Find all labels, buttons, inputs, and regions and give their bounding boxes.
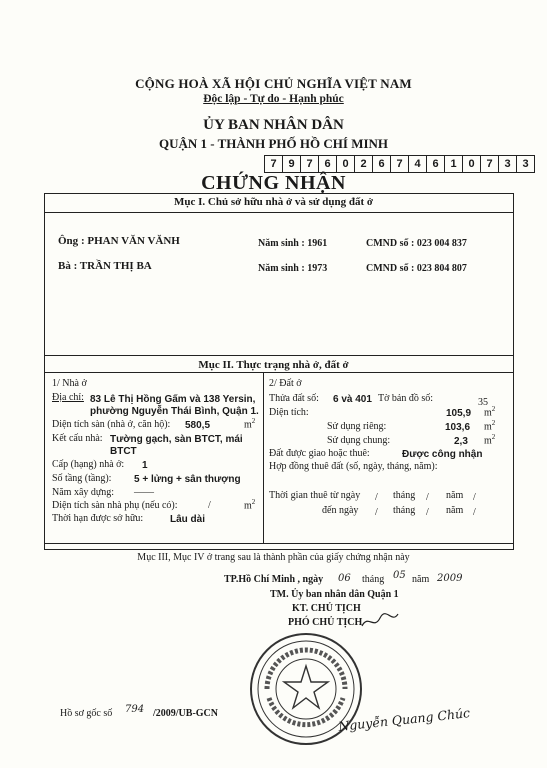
- serial-digit: 3: [499, 156, 517, 172]
- position-line: PHÓ CHỦ TỊCH: [288, 617, 363, 628]
- lease-from-year: /: [473, 492, 476, 503]
- divider: [44, 355, 514, 356]
- house-floors-value: 5 + lửng + sân thượng: [134, 474, 241, 485]
- serial-digit: 2: [355, 156, 373, 172]
- issue-place: TP.Hồ Chí Minh , ngày: [224, 574, 324, 585]
- divider: [44, 543, 514, 544]
- district: QUẬN 1 - THÀNH PHỐ HỒ CHÍ MINH: [158, 136, 389, 151]
- owner2-birth: [258, 263, 327, 274]
- owner2-name: : TRẦN THỊ BA: [73, 260, 152, 272]
- birth-value: 1961: [307, 238, 328, 249]
- unit: m: [484, 407, 492, 419]
- unit: m: [484, 435, 492, 447]
- issue-month-label: tháng: [362, 574, 385, 585]
- land-private-value: 103,6: [445, 422, 471, 433]
- house-floors-label: Số tầng (tầng):: [52, 473, 112, 484]
- certificate-title: CHỨNG NHẬN: [201, 172, 346, 194]
- motto: Độc lập - Tự do - Hạnh phúc: [203, 93, 344, 105]
- label: Địa chỉ:: [52, 392, 84, 403]
- unit: m: [244, 419, 252, 431]
- land-map-label: Tờ bản đồ số:: [378, 393, 434, 404]
- house-sub-area-unit: $m^2$: [244, 498, 256, 512]
- id-value: 023 804 807: [416, 263, 467, 274]
- house-term-value: Lâu dài: [170, 514, 206, 525]
- land-plot-value: 6 và 401: [333, 394, 372, 405]
- section1-heading: Mục I. Chủ sở hữu nhà ở và sử dụng đất ở: [174, 196, 373, 208]
- owner2-prefix: Bà: [58, 260, 71, 272]
- house-structure-line1: Tường gạch, sàn BTCT, mái: [110, 434, 243, 445]
- owner2-id: [366, 263, 467, 274]
- lease-from-day: /: [375, 492, 378, 503]
- house-address-label: [52, 392, 84, 403]
- lease-to-day: /: [375, 507, 378, 518]
- land-area-unit: $m^2$: [484, 405, 496, 419]
- section2-heading: Mục II. Thực trạng nhà ở, đất ở: [198, 359, 349, 371]
- signature-mark: [360, 610, 400, 632]
- serial-digit: 9: [283, 156, 301, 172]
- lease-from-year-label: năm: [446, 490, 464, 501]
- birth-label: Năm sinh :: [258, 263, 305, 274]
- serial-digit: 0: [337, 156, 355, 172]
- land-area-label: Diện tích:: [269, 407, 309, 418]
- house-grade-value: 1: [142, 460, 148, 471]
- land-shared-label: Sử dụng chung:: [327, 435, 391, 446]
- serial-digit: 6: [427, 156, 445, 172]
- owner1: [58, 235, 180, 247]
- lease-from-month: /: [426, 492, 429, 503]
- authority: ỦY BAN NHÂN DÂN: [203, 117, 344, 133]
- land-plot-label: Thửa đất số:: [269, 393, 319, 404]
- issue-day: 06: [338, 573, 351, 584]
- country-name: CỘNG HOÀ XÃ HỘI CHỦ NGHĨA VIỆT NAM: [135, 76, 412, 91]
- house-structure-line2: BTCT: [110, 446, 137, 457]
- house-term-label: Thời hạn được sở hữu:: [52, 513, 144, 524]
- land-title: 2/ Đất ở: [269, 378, 302, 389]
- land-form-value: Được công nhận: [402, 449, 483, 460]
- unit: m: [244, 500, 252, 512]
- house-area-unit: $m^2$: [244, 417, 256, 431]
- record-label: Hồ sơ gốc số: [60, 708, 113, 719]
- birth-value: 1973: [307, 263, 328, 274]
- tm-line: TM. Ủy ban nhân dân Quận 1: [270, 589, 399, 600]
- footer-note: Mục III, Mục IV ở trang sau là thành phần của giấy chứng nhận này: [137, 552, 410, 563]
- house-grade-label: Cấp (hạng) nhà ở:: [52, 459, 125, 470]
- land-shared-value: 2,3: [454, 436, 468, 447]
- land-shared-unit: $m^2$: [484, 433, 496, 447]
- id-value: 023 004 837: [416, 238, 467, 249]
- land-lease-contract-label: Hợp đồng thuê đất (số, ngày, tháng, năm):: [269, 461, 438, 472]
- house-address-line1: 83 Lê Thị Hồng Gấm và 138 Yersin,: [90, 394, 256, 405]
- serial-number-boxes: [264, 155, 535, 173]
- land-area-value: 105,9: [446, 408, 472, 419]
- lease-from-month-label: tháng: [393, 490, 416, 501]
- serial-digit: 0: [463, 156, 481, 172]
- signer-name: Nguyễn Quang Chúc: [337, 705, 471, 734]
- house-area-value: 580,5: [185, 420, 211, 431]
- id-label: CMND số :: [366, 263, 415, 274]
- owner1-prefix: Ông: [58, 235, 79, 247]
- unit: m: [484, 421, 492, 433]
- house-area-label: Diện tích sàn (nhà ở, căn hộ):: [52, 419, 171, 430]
- land-map-value: 35: [478, 397, 488, 408]
- lease-to-label: đến ngày: [322, 505, 359, 516]
- lease-to-year-label: năm: [446, 505, 464, 516]
- house-title: 1/ Nhà ở: [52, 378, 87, 389]
- lease-to-month: /: [426, 507, 429, 518]
- land-form-label: Đất được giao hoặc thuê:: [269, 448, 370, 459]
- serial-digit: 7: [481, 156, 499, 172]
- serial-digit: 3: [522, 158, 529, 170]
- record-number: 794: [125, 704, 145, 715]
- birth-label: Năm sinh :: [258, 238, 305, 249]
- issue-month: 05: [393, 570, 406, 581]
- issue-year-label: năm: [412, 574, 430, 585]
- serial-digit: 7: [265, 156, 283, 172]
- serial-digit: 6: [319, 156, 337, 172]
- house-year-label: Năm xây dựng:: [52, 487, 115, 498]
- divider: [44, 372, 514, 373]
- owner1-name: : PHAN VĂN VĂNH: [80, 235, 180, 247]
- kt-line: KT. CHỦ TỊCH: [292, 603, 361, 614]
- serial-digit: 4: [409, 156, 427, 172]
- land-private-label: Sử dụng riêng:: [327, 421, 387, 432]
- house-structure-label: Kết cấu nhà:: [52, 433, 103, 444]
- serial-digit: 1: [445, 156, 463, 172]
- record-suffix: /2009/UB-GCN: [153, 708, 218, 719]
- owner2: [58, 260, 152, 272]
- house-sub-area-value: /: [208, 500, 211, 511]
- house-address-line2: phường Nguyễn Thái Bình, Quận 1.: [90, 406, 259, 417]
- serial-digit: 7: [391, 156, 409, 172]
- lease-from-label: Thời gian thuê từ ngày: [269, 490, 361, 501]
- house-sub-area-label: Diện tích sàn nhà phụ (nếu có):: [52, 500, 178, 511]
- land-private-unit: $m^2$: [484, 419, 496, 433]
- lease-to-month-label: tháng: [393, 505, 416, 516]
- column-divider: [263, 372, 264, 543]
- house-year-value: ——: [134, 487, 154, 498]
- serial-digit: 7: [301, 156, 319, 172]
- lease-to-year: /: [473, 507, 476, 518]
- owner1-id: [366, 238, 467, 249]
- id-label: CMND số :: [366, 238, 415, 249]
- lease-from-row: [269, 490, 360, 501]
- issue-year: 2009: [437, 573, 463, 584]
- owner1-birth: [258, 238, 327, 249]
- serial-digit: 6: [373, 156, 391, 172]
